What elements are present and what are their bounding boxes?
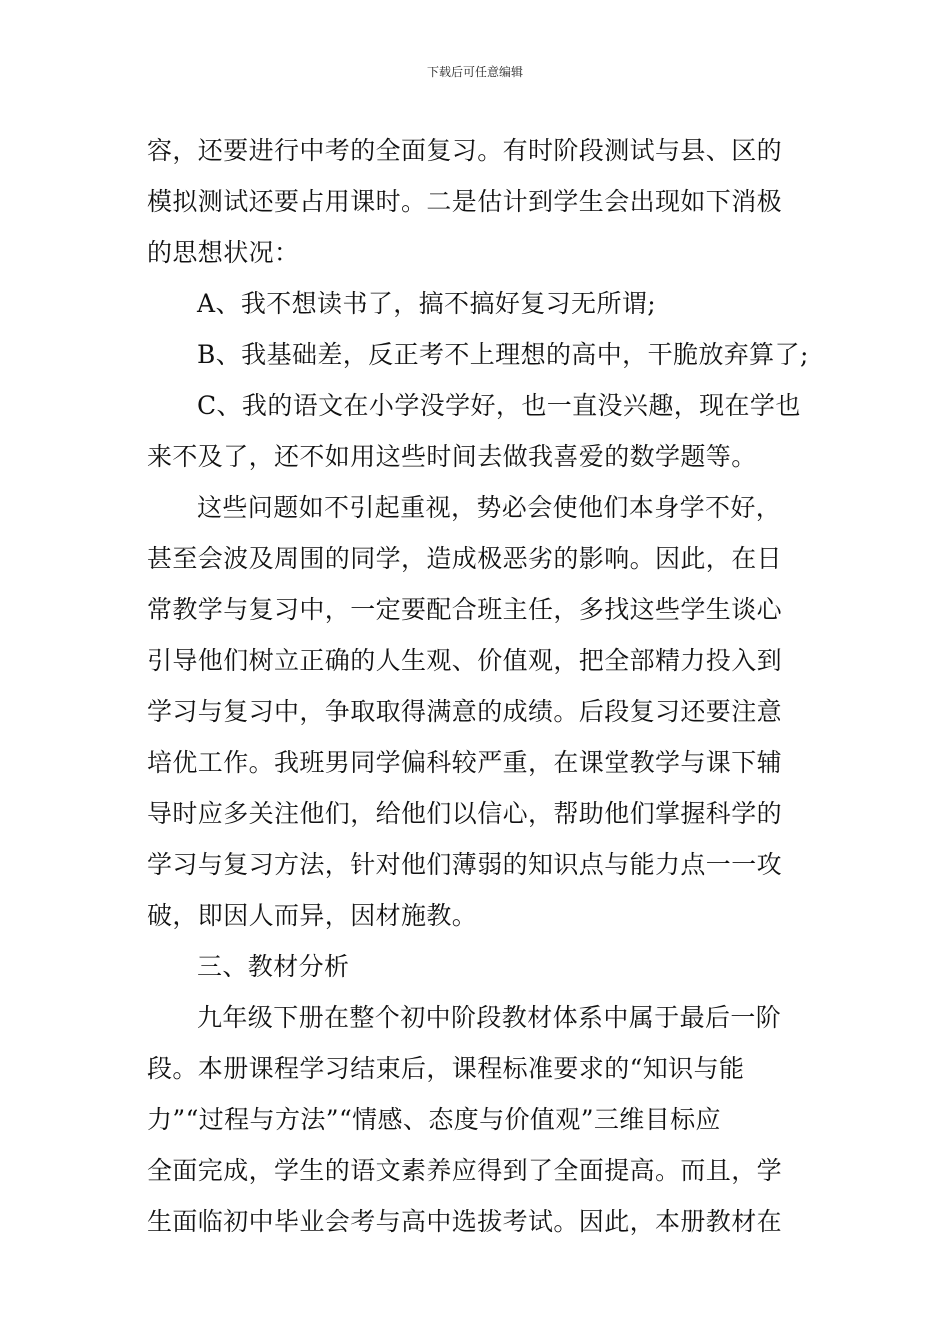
- paragraph-start-line: 这些问题如不引起重视，势必会使他们本身学不好，: [197, 493, 782, 522]
- page-header-note: 下载后可任意编辑: [426, 65, 523, 79]
- paragraph-start-line: 九年级下册在整个初中阶段教材体系中属于最后一阶: [197, 1003, 782, 1032]
- text-line: 引导他们树立正确的人生观、价值观，把全部精力投入到: [147, 646, 783, 675]
- section-heading: 三、教材分析: [197, 952, 350, 981]
- text-line: 的思想状况：: [147, 238, 300, 267]
- text-line: 学习与复习方法，针对他们薄弱的知识点与能力点一一攻: [147, 850, 783, 879]
- text-line: 甚至会波及周围的同学，造成极恶劣的影响。因此，在日: [147, 544, 783, 573]
- text-line: 来不及了，还不如用这些时间去做我喜爱的数学题等。: [147, 442, 757, 471]
- text-line: 全面完成，学生的语文素养应得到了全面提高。而且，学: [147, 1156, 783, 1185]
- text-line: 常教学与复习中，一定要配合班主任，多找这些学生谈心: [147, 595, 783, 624]
- text-line: 段。本册课程学习结束后，课程标准要求的“知识与能: [147, 1054, 745, 1083]
- text-line: 容，还要进行中考的全面复习。有时阶段测试与县、区的: [147, 136, 783, 165]
- text-line: 学习与复习中，争取取得满意的成绩。后段复习还要注意: [147, 697, 783, 726]
- list-item-a: A、我不想读书了，搞不搞好复习无所谓;: [197, 289, 657, 318]
- text-line: 生面临初中毕业会考与高中选拔考试。因此，本册教材在: [147, 1207, 783, 1236]
- text-line: 模拟测试还要占用课时。二是估计到学生会出现如下消极: [147, 187, 783, 216]
- list-item-c: C、我的语文在小学没学好，也一直没兴趣，现在学也: [197, 391, 801, 420]
- list-item-b: B、我基础差，反正考不上理想的高中，干脆放弃算了;: [197, 340, 809, 369]
- text-line: 导时应多关注他们，给他们以信心，帮助他们掌握科学的: [147, 799, 783, 828]
- text-line: 培优工作。我班男同学偏科较严重，在课堂教学与课下辅: [147, 748, 783, 777]
- text-line: 破，即因人而异，因材施教。: [147, 901, 478, 930]
- document-body: [147, 125, 827, 1247]
- text-line: 力”“过程与方法”“情感、态度与价值观”三维目标应: [147, 1105, 721, 1134]
